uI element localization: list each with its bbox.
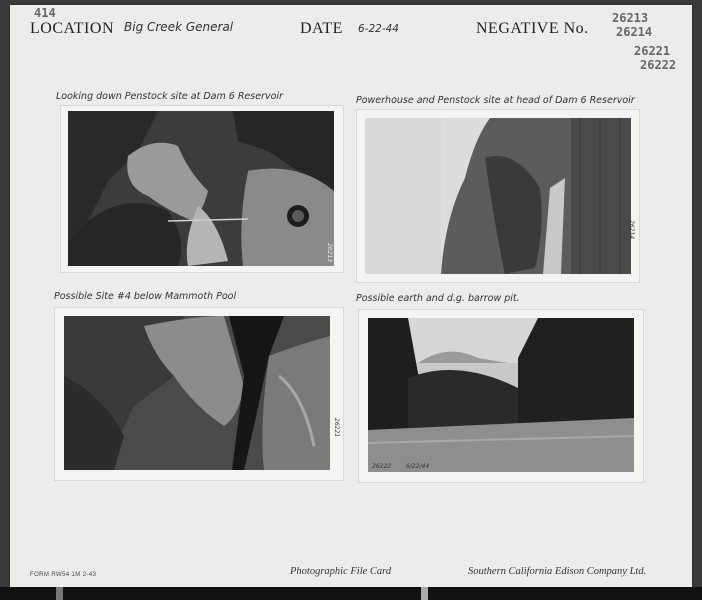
photo-mount bbox=[358, 309, 644, 483]
photo-mount bbox=[54, 307, 344, 481]
company-name: Southern California Edison Company Ltd. bbox=[468, 566, 647, 577]
negative-number: 26222 bbox=[372, 463, 392, 470]
negative-number: 26214 bbox=[628, 220, 635, 240]
photo-mount bbox=[60, 105, 344, 273]
photo-barrow-pit bbox=[368, 318, 634, 472]
negative-number: 26213 bbox=[326, 242, 333, 262]
negative-number: 26213 bbox=[612, 11, 649, 25]
file-card bbox=[10, 5, 692, 587]
photo-caption: Powerhouse and Penstock site at head of Dam 6 Reservoir bbox=[356, 95, 635, 106]
negative-number: 26222 bbox=[640, 58, 677, 72]
negative-number: 26214 bbox=[616, 25, 653, 39]
photo-powerhouse-penstock bbox=[365, 118, 631, 274]
photo-site-4-mammoth-pool bbox=[64, 316, 330, 470]
photo-caption: Looking down Penstock site at Dam 6 Reservoir bbox=[56, 91, 283, 102]
date-value: 6-22-44 bbox=[358, 23, 399, 35]
photo-mount bbox=[356, 109, 640, 283]
photo-penstock-dam6 bbox=[68, 111, 334, 266]
location-label: LOCATION bbox=[30, 20, 114, 37]
location-value: Big Creek General bbox=[124, 20, 234, 34]
photo-caption: Possible earth and d.g. barrow pit. bbox=[356, 293, 520, 304]
film-edge bbox=[0, 587, 702, 600]
photo-caption: Possible Site #4 below Mammoth Pool bbox=[54, 291, 237, 302]
photo-date: 6/22/44 bbox=[406, 463, 430, 470]
negative-number: 26221 bbox=[333, 418, 340, 438]
card-number: 414 bbox=[34, 6, 56, 20]
form-code: FORM RW54 1M 2-43 bbox=[30, 572, 97, 578]
card-type: Photographic File Card bbox=[290, 566, 392, 577]
negative-number: 26221 bbox=[634, 44, 671, 58]
date-label: DATE bbox=[300, 20, 343, 37]
negative-label: NEGATIVE No. bbox=[476, 20, 589, 37]
